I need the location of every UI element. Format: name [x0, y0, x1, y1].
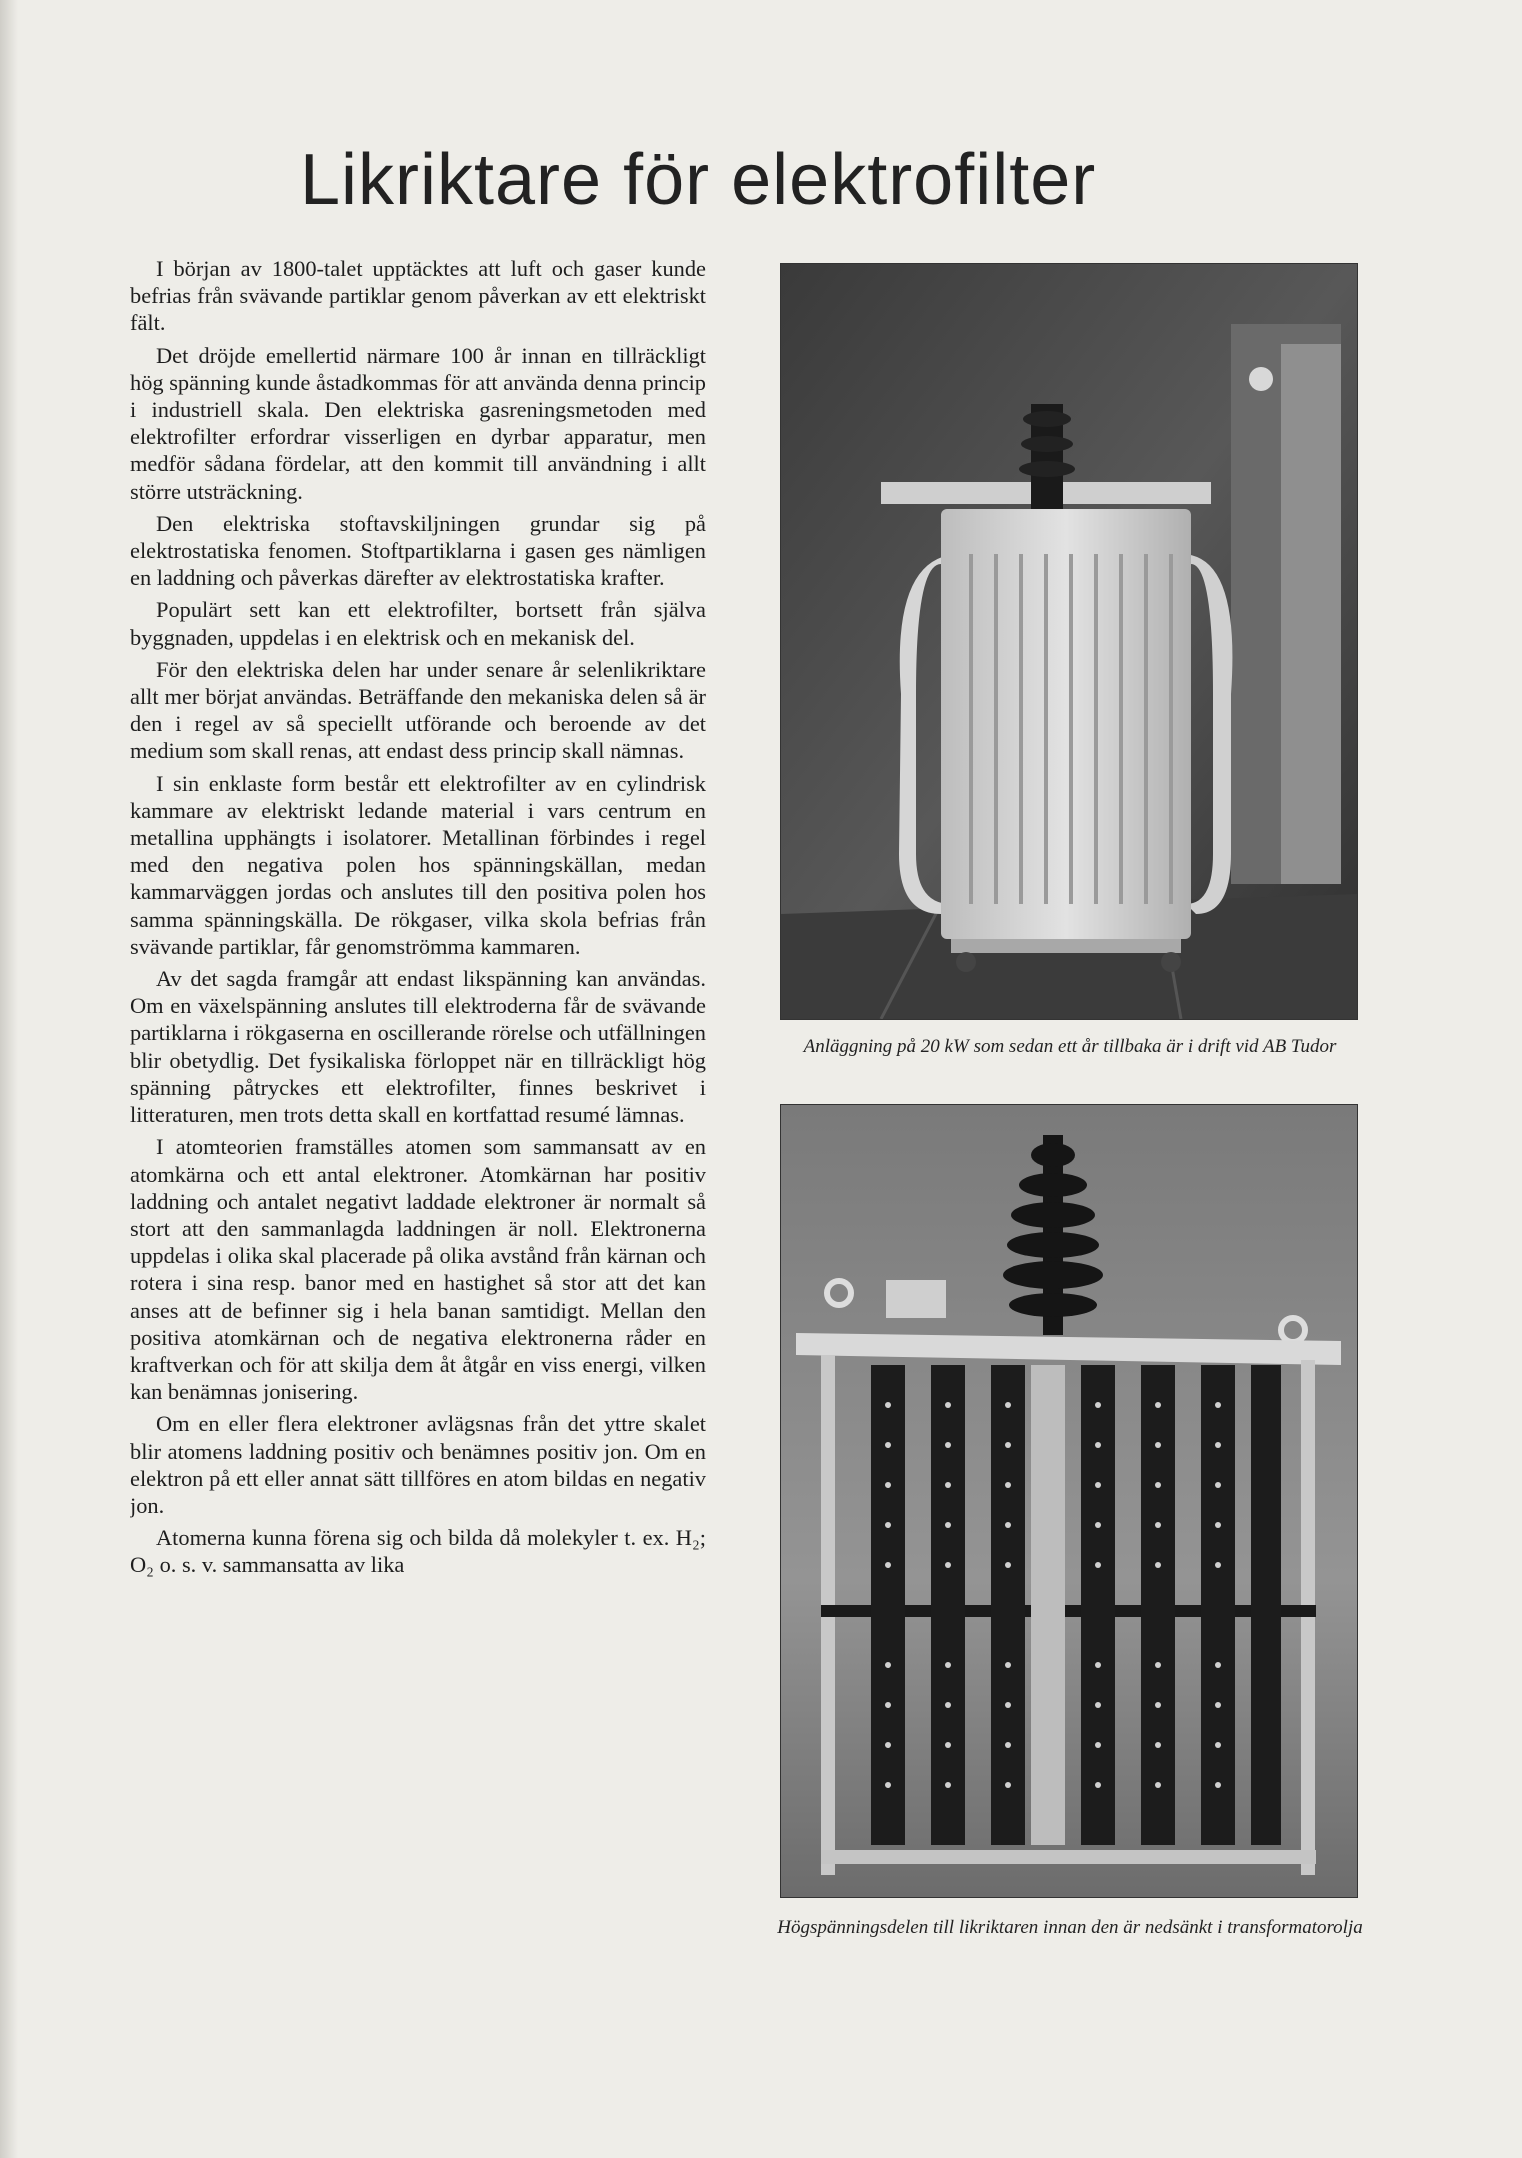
figure-caption: Anläggning på 20 kW som sedan ett år tillbaka är i drift vid AB Tudor	[803, 1036, 1337, 1057]
transformer-photo	[780, 263, 1358, 1020]
paragraph: Den elektriska stoftavskiljningen grundar sig på elektrostatiska fenomen. Stoftpartiklarna i gasen ges nämligen en laddning och påverkas därefter av elektrostatiska krafter.	[130, 510, 706, 591]
paragraph: Populärt sett kan ett elektrofilter, bortsett från själva byggnaden, uppdelas i en elektrisk och en mekanisk del.	[130, 597, 706, 650]
paragraph: Atomerna kunna förena sig och bilda då molekyler t. ex. H₂; O₂ o. s. v. sammansatta av lika	[130, 1525, 706, 1578]
paragraph: Det dröjde emellertid närmare 100 år innan en tillräckligt hög spänning kunde åstadkommas för att använda denna princip i industriell skala. Den elektriska gasreningsmetoden med elektrofilter erfordrar visserligen en dyrbar apparatur, men medför sådana fördelar, att den kommit till användning i allt större utsträckning.	[130, 342, 706, 504]
paragraph: För den elektriska delen har under senare år selenlikriktare allt mer börjat användas. Beträffande den mekaniska delen så är den i regel av så speciellt utförande och beroende av det medium som skall renas, att endast dess princip skall nämnas.	[130, 656, 706, 764]
rectifier-photo	[780, 1104, 1358, 1898]
paragraph: Om en eller flera elektroner avlägsnas från det yttre skalet blir atomens laddning positiv och benämnes positiv jon. Om en elektron på ett eller annat sätt tillföres en atom bildas en negativ jon.	[130, 1411, 706, 1518]
page-edge-shadow	[0, 0, 18, 2158]
paragraph: I sin enklaste form består ett elektrofilter av en cylindrisk kammare av elektriskt ledande material i vars centrum en metallina upphängts i isolatorer. Metallinan förbindes i regel med den negativa polen hos spänningskällan, medan kammarväggen jordas och anslutes till den positiva polen hos samma spänningskälla. De rökgaser, vilka skola befrias från svävande partiklar, får genomströmma kammaren.	[130, 770, 706, 959]
paragraph: Av det sagda framgår att endast likspänning kan användas. Om en växelspänning anslutes till elektroderna får de svävande partiklarna i rökgaserna en oscillerande rörelse och utfällningen blir obetydlig. Det fysikaliska förloppet när en tillräckligt hög spänning påtryckes ett elektrofilter, finnes beskrivet i litteraturen, men trots detta skall en kortfattad resumé lämnas.	[130, 966, 706, 1128]
figure-caption: Högspänningsdelen till likriktaren innan den är nedsänkt i transformatorolja	[777, 1917, 1363, 1938]
article-body	[130, 255, 706, 1965]
paragraph: I början av 1800-talet upptäcktes att luft och gaser kunde befrias från svävande partiklar genom påverkan av ett elektriskt fält.	[130, 256, 706, 336]
paragraph: I atomteorien framställes atomen som sammansatt av en atomkärna och ett antal elektroner. Atomkärnan har positiv laddning och antalet negativt laddade elektroner är normalt så stort att den sammanlagda laddningen är noll. Elektronerna uppdelas i olika skal placerade på olika avstånd från kärnan och rotera i sina resp. banor med en hastighet så stor att det kan anses att de befinner sig i hela banan samtidigt. Mellan den positiva atomkärnan och de negativa elektronerna råder en kraftverkan och för att skilja dem åt åtgår en viss energi, vilken kan benämnas jonisering.	[130, 1134, 706, 1405]
article-title: Likriktare för elektrofilter	[300, 140, 1097, 220]
